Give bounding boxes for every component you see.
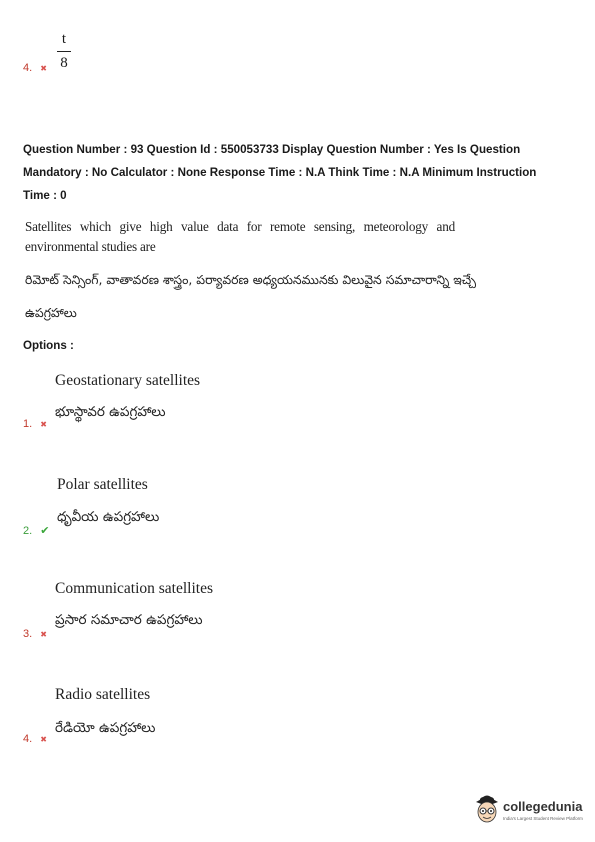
question-meta-line2: Mandatory : No Calculator : None Response Time : N.A Think Time : N.A Minimum Instruction [23, 166, 537, 179]
option-4 [23, 733, 47, 745]
logo-tagline: India's Largest Student Review Platform [503, 816, 583, 821]
option-2-text-en: Polar satellites [57, 476, 148, 493]
collegedunia-mascot-icon [472, 792, 502, 828]
options-label: Options : [23, 339, 74, 352]
option-number: 4. [23, 733, 33, 745]
option-1-text-te: భూస్థావర ఉపగ్రహాలు [55, 404, 166, 420]
fraction [57, 31, 71, 72]
option-4-text-en: Radio satellites [55, 686, 151, 703]
cross-icon: ✖ [40, 420, 47, 429]
question-meta [23, 138, 583, 207]
fraction-denominator: 8 [60, 55, 68, 71]
option-number: 4. [23, 62, 33, 74]
option-number: 2. [23, 525, 33, 537]
cross-icon: ✖ [40, 735, 47, 744]
option-4-text-te: రేడియో ఉపగ్రహాలు [55, 720, 156, 736]
check-icon: ✔ [40, 525, 50, 537]
option-3-text-en: Communication satellites [55, 580, 213, 597]
option-number: 3. [23, 628, 33, 640]
option-number: 1. [23, 418, 33, 430]
option-3-text-te: ప్రసార సమాచార ఉపగ్రహాలు [55, 612, 203, 628]
question-meta-line3: Time : 0 [23, 189, 67, 202]
cross-icon: ✖ [40, 64, 47, 73]
question-text-te-line1: రిమోట్ సెన్సింగ్, వాతావరణ శాస్త్రం, పర్యావరణ అధ్యయనమునకు విలువైన సమాచారాన్ని ఇచ్చే [25, 272, 476, 287]
cross-icon: ✖ [40, 630, 47, 639]
prev-option-4 [23, 62, 47, 74]
option-3 [23, 628, 47, 640]
option-1-text-en: Geostationary satellites [55, 372, 201, 389]
question-text-te-line2: ఉపగ్రహాలు [25, 305, 77, 320]
question-meta-line1: Question Number : 93 Question Id : 550053733 Display Question Number : Yes Is Question [23, 143, 521, 156]
logo-name: collegedunia [503, 799, 583, 814]
fraction-numerator: t [61, 31, 67, 47]
option-1 [23, 418, 47, 430]
option-2-text-te: ధృవీయ ఉపగ్రహాలు [57, 509, 160, 525]
option-2 [23, 524, 49, 537]
fraction-bar [57, 51, 71, 52]
question-text-en: Satellites which give high value data for remote sensing, meteorology and environmental studies are [25, 219, 455, 254]
